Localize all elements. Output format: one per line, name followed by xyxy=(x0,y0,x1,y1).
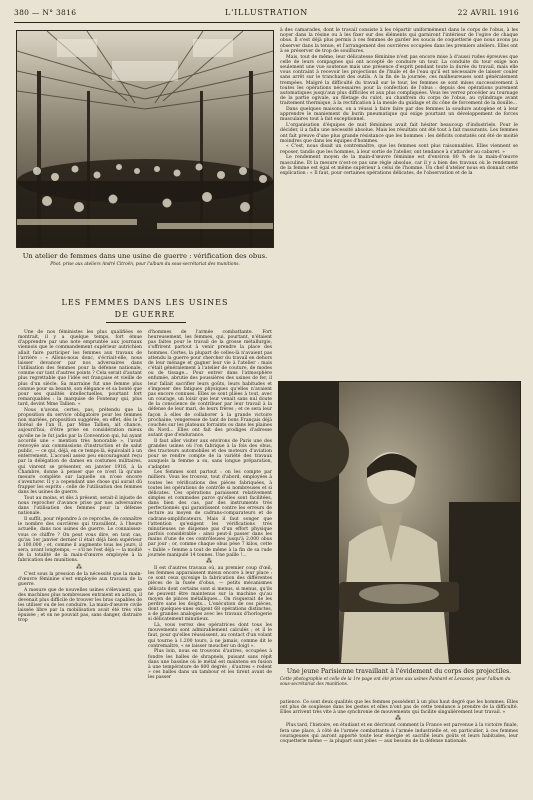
right-photo-credit: Cette photographie et celle de la 1re page ont été prises aux usines Panhard et Levassor, pour l'album du sous-secrétariat des munitions. xyxy=(280,677,511,688)
article-title-line-2: DE GUERRE xyxy=(114,310,176,319)
paragraph: Une de nos féministes les plus qualifiées se montrait, il y a quelque temps, fort émue d'apprendre par une note empruntée aux journaux viennois que le commandement supérieur autrichien allait faire participer les femmes aux travaux de l'arrière : « Allons-nous donc, s'écriait-elle, nous laisser devancer par nos adversaires dans l'utilisation des femmes pour la défense nationale, comme sur tant d'autres points ? Cela serait d'autant plus regrettable que l'idée est française et vieille de plus d'un siècle. Sa marraine fut une femme plus connue pour sa beauté, son élégance et sa bonté que pour ses qualités intellectuelles, pourtant fort remarquables : la marquise de Fontenay qui, plus tard, devint Mme Tallien. » xyxy=(18,330,142,408)
page-header xyxy=(14,8,519,20)
right-photo-caption-text: Une jeune Parisienne travaillant à l'évidement du corps des projectiles. xyxy=(286,668,512,675)
magazine-title: L'ILLUSTRATION xyxy=(224,8,309,17)
page-number: 380 — N° 3816 xyxy=(14,8,77,17)
paragraph: C'est sous la pression de la nécessité que la main-d'œuvre féminine s'est employée aux travaux de la guerre. xyxy=(18,571,142,587)
article-title-line-1: LES FEMMES DANS LES USINES xyxy=(61,298,229,307)
article-title xyxy=(18,297,272,321)
article-column-3-continued xyxy=(280,700,518,744)
paragraph: Nous n'avons, certes, pas, prétendu que la proposition du service obligatoire pour les femmes non mariées, proposition suggérée, en effet, dès le 5 floréal de l'an II, par Mme Tallien, ait chance, aujourd'hui, d'être prise en considération mieux qu'elle ne le fut jadis par la Convention qui, lui ayant accordé une « mention très honorable », l'avait renvoyée aux commissions d'instruction et de salut public, — ce qui, déjà, en ce temps-là, équivalait à un enterrement. L'accueil assez peu encourageant reçu par la délégation de dames en costumes militaires, qui vinrent se présenter, en janvier 1916, à la Chambre, donne à penser que ce n'est là qu'une mesure complète sur laquelle on n'ose encore s'aventurer. Il y a cependant une chose qui aurait dû frapper les esprits : celle de l'utilisation des femmes dans les usines de guerre. xyxy=(18,407,142,496)
factory-workshop-photo xyxy=(16,30,274,248)
paragraph: Il suffit, pour répondre à ce reproche, de connaître le nombre des ouvrières qui travaillent, à l'heure actuelle, dans nos usines de guerre. Le connaissez-vous ce chiffre ? On peut vous dire, en tout cas, qu'au 1er janvier dernier il était déjà bien supérieur à 100.000 ; et, comme il augmente tous les jours, il sera, avant longtemps, — s'il ne l'est déjà — la moitié de la totalité de la main-d'œuvre employée à la fabrication des munitions. xyxy=(18,517,142,564)
article-column-2 xyxy=(148,330,272,680)
paragraph: Là, vous verrez des opératrices dont tous les mouvements sont admirablement calculés ; et il le faut, pour qu'elles réussissent, au contact d'un volant qui tourne à 1.200 tours, à ne jamais, comme dit le contremaître, « se laisser moucher un doigt ». xyxy=(148,623,272,649)
paragraph: Il faut aller visiter aux environs de Paris une des grandes usines où l'on fabrique à la fois des obus, des tracteurs automobiles et des moteurs d'aviation pour se rendre compte de la variété des travaux auxquels la femme a su, sans longue préparation, s'adapter. xyxy=(148,438,272,470)
paragraph: L'organisation d'équipes de nuit féminines avait fait hésiter beaucoup d'industriels. Pour le décider, il a fallu une nécessité absolue. Mais les résultats ont été tout à fait rassurants. Les femmes ont fait preuve d'une plus grande résistance que les hommes : les déficits constatés ont été de moitié moindres que dans les équipes d'hommes. xyxy=(280,123,518,144)
section-separator: ⁂ xyxy=(206,557,214,565)
issue-date: 22 AVRIL 1916 xyxy=(457,8,519,17)
paragraph: Les femmes sont partout : on les compte par milliers. Vous les trouvez, tout d'abord, employées à toutes les vérifications des pièces fabriquées, à toutes les opérations de contrôle si nombreuses et si délicates. Ces opérations paraissent relativement simples et commodes parce qu'elles sont facilitées, dans bien des cas, par des instruments très perfectionnés qui garantissent contre les erreurs de lecture au moyen de cadrans-comparateurs et de cadrans-amplificateurs. Mais il faut songer que l'attention qu'exigent les vérifications très minutieuses ne dispense pas d'un effort physique parfois considérable : ainsi peut-il passer dans les mains d'une de ces contrôleuses jusqu'à 2.000 obus par jour ; or, comme chaque obus pèse 7 kilos, cette « faible » femme a tout de même à la fin de sa rude journée manipulé 14 tonnes. Une paille !... xyxy=(148,470,272,558)
paragraph: Dans quelques maisons, on a réussi à faire faire par des femmes la soudure autogène et à leur apprendre le maniement du burin pneumatique qui exige pourtant un développement de forces musculaires tout à fait exceptionnel. xyxy=(280,107,518,123)
header-rule xyxy=(14,22,520,23)
paragraph: Plus tard, l'histoire, en étudiant et en décrivant comment la France est parvenue à la victoire finale, fera une place, à côté de l'armée combattante à l'armée industrielle et, en particulier, à ces femmes courageuses qui auront apporté toute leur énergie et sacrifié leurs goûts et leurs habitudes, leur coquetterie même — la plupart sont jolies — aux besoins de la défense nationale. xyxy=(280,723,518,744)
top-photo-caption xyxy=(16,252,274,267)
paragraph: d'hommes de l'armée combattante. Fort heureusement, les femmes, qui, pourtant, n'étaient pas faites pour le travail de la grosse métallurgie, s'offrirent partout à venir prendre la place des hommes. Certes, la plupart de celles-là n'avaient pas attendu la guerre pour chercher du travail en dehors de leur ménage et gagner leur vie à l'atelier : mais c'était généralement à l'atelier de couture, de modes ou de tissage... Pour entrer dans l'atmosphère enfumée, abrutie des poussières des usines de fer, il leur fallait sacrifier leurs goûts, leurs habitudes et s'imposer des fatigues physiques qu'elles n'avaient pas encore connues. Elles se sont plièes à tout, avec un courage, un loisir que leur venait sans nul doute de la conscience de contribuer par leur travail à la défense de leur mari, de leurs frères ; et ce sera leur façon à elles de collaborer à la grande victoire prochaine, vengeresse de tant de bons Français déjà couchés sur les plateaux forraints ou dans les plaines du Nord... Elles ont fait des prodiges d'adresse autant que d'endurance. xyxy=(148,330,272,439)
top-photo-caption-text: Un atelier de femmes dans une usine de guerre : vérification des obus. xyxy=(22,252,268,260)
paragraph: à des camarades, dont le travail consiste à les répartir uniformément dans le corps de l'obus, à les noyer dans la résine ou à les fixer sur des éléments qui garniront l'intérieur de l'ogive de chaque obus. Il s'est déjà plus permis à ces femmes de garder les soucis de coquetterie que nous avons pu observer dans la tenue, et l'arrangement des ouvrières occupées dans les premiers ateliers. Elles ont à se préserver de trop de souillures. xyxy=(280,28,518,54)
paragraph: Mais, tout de même, leur délicatesse féminine n'est pas encore mise à d'aussi rudes épreuves que celle de leurs compagnes qui ont accepté de conduire un tour. La conduite du tour exige non seulement une vue soutenue mais une présence d'esprit pendant toute la durée du travail, mais elle vous contraint à recevoir les projections de l'huile et de l'eau qu'il est nécessaire de laisser couler sans arrêt sur le tranchant des outils. A la fin de la journée, ces malheureuses sont généralement trempées. Malgré la difficulté du travail sur le tour, les femmes se sont mises successivement à toutes les opérations nécessaires pour la confection de l'obus : depuis des opérations purement automatiques jusqu'aux plus difficiles et aux plus compliquées. Vous les verrez procéder au tournage de la partie ogivale, au filetage du culot, au chanfrein du corps de l'obus, au cylindrage avant traitement thermique, à la rectification à la meule du guidage et du cône de forcement de la douille... xyxy=(280,54,518,107)
section-separator: ⁂ xyxy=(395,715,403,723)
article-column-3 xyxy=(280,28,518,176)
title-rule xyxy=(106,322,186,323)
paragraph: « C'est, nous disait un contremaître, que les femmes sont plus raisonnables. Elles viennent se reposer, tandis que les hommes, à leur sortie de l'atelier, ont tendance à s'attarder au cabaret. » xyxy=(280,144,518,155)
paragraph: Le rendement moyen de la main-d'œuvre féminine est d'environ 80 % de la main-d'œuvre masculine. Et la mesure n'est-ce pas une règle absolue, car il y a bien des travaux où le rendement de la femme est égal et même supérieur à celui de l'homme. Un chef d'atelier nous en donnait cette explication : « Il faut, pour certaines opérations délicates, de l'observation et de la xyxy=(280,155,518,176)
paragraph: Il est d'autres travaux où, au premier coup d'œil, les femmes apparaissent mieux encore à leur place : ce sont ceux qu'exige la fabrication des différentes pièces de la fusée d'obus, — petits mécanismes délicats dont certains sont si menus, si menus, qu'ils ne peuvent être maintenus sur la machine qu'au moyen de pinces métalliques... On risquerait de les perdre sans les doigts... L'exécution de ces pièces, dont quelques-unes exigent 68 opérations distinctes, a de grandes analogies avec les travaux d'horlogerie si délicatement minutieux. xyxy=(148,565,272,623)
right-photo-caption xyxy=(280,668,518,687)
factory-photo-illustration xyxy=(17,31,273,247)
article-column-1 xyxy=(18,330,142,624)
paragraph: Tout au moins, et dès à présent, serait-il injuste de nous reprocher d'avance prise par nos adversaires dans l'utilisation des femmes pour la défense nationale. xyxy=(18,496,142,517)
parisienne-worker-photo xyxy=(278,381,521,664)
top-photo-credit: Phot. prise aux ateliers André Citroën, pour l'album du sous-secrétariat des munitions. xyxy=(50,262,240,267)
paragraph: patience. Ce sont deux qualités que les femmes possèdent à un plus haut degré que les hommes. Elles ont plus de souplesse dans les gestes et elles n'ont pas de cette tendance à prendre de la difficulté. Elles arrivent très vite à une synchronie de mouvements qui facilite singulièrement leur travail. » xyxy=(280,700,518,716)
section-separator: ⁂ xyxy=(76,563,84,571)
paragraph: A mesure que de nouvelles usines s'élevaient, que des machines plus nombreuses entraient en action, il devenait plus difficile de trouver les bras capables de les utiliser ou de les conduire. La main-d'œuvre civile laissée libre par la mobilisation avait été très vite épuisée ; et on ne pouvait pas, sans danger, distraire trop xyxy=(18,587,142,624)
worker-photo-illustration xyxy=(279,382,520,663)
paragraph: Plus loin, nous en trouvons d'autres, occupées à fondre les balles de shrapnels, puisant sans répit dans une bassine où le métal est maintenu en fusion à une température de 800 degrés ; d'autres « rodent » ces balles dans un tambour et les tirent avant de les passer xyxy=(148,649,272,681)
